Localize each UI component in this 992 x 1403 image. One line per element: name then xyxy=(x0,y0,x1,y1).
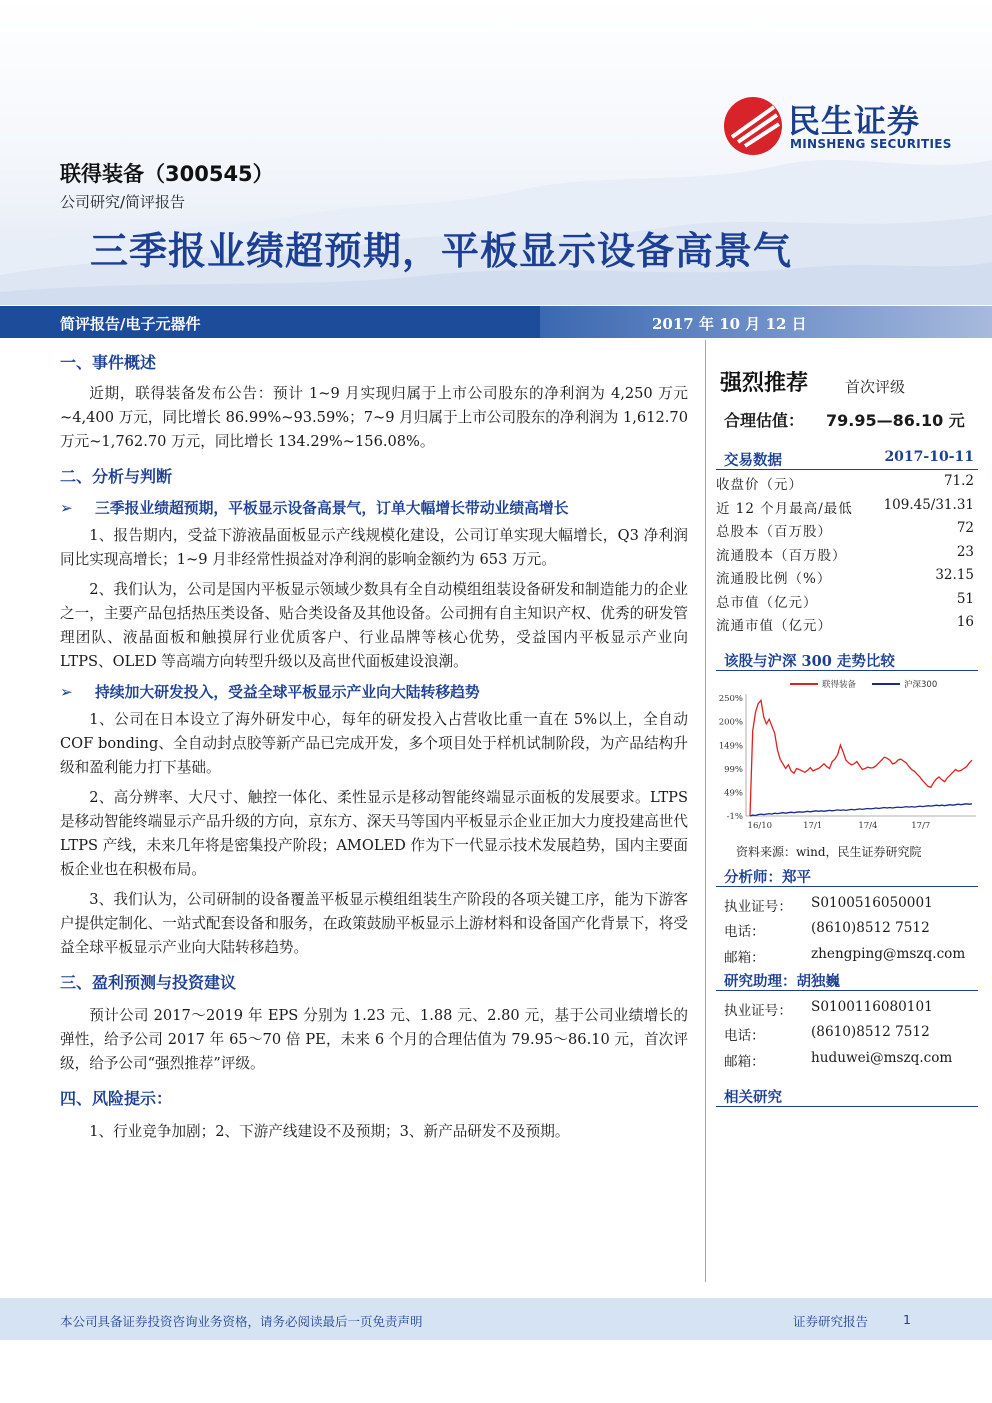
section-title-4: 四、风险提示： xyxy=(60,1089,173,1108)
table-row: 近 12 个月最高/最低 109.45/31.31 xyxy=(716,496,974,517)
table-row: 流通股比例（%） 32.15 xyxy=(716,567,974,587)
page-number: 1 xyxy=(903,1312,911,1327)
analyst-email-label: 邮箱： xyxy=(724,950,765,966)
rating: 强烈推荐 xyxy=(720,371,809,396)
subheading-2: ➢ 持续加大研发投入，受益全球平板显示产业向大陆转移趋势 xyxy=(60,680,688,706)
assistant-license-label: 执业证号： xyxy=(724,1003,792,1019)
y-tick-label: 250% xyxy=(718,694,743,704)
chart-title: 该股与沪深 300 走势比较 xyxy=(724,653,895,670)
section2-paragraph-1: 1、报告期内，受益下游液晶面板显示产线规模化建设，公司订单实现大幅增长，Q3 净利润同比实现高增长；1~9 月非经常性损益对净利润的影响金额约为 653 万元。 xyxy=(60,527,688,568)
table-row: 流通市值（亿元） 16 xyxy=(716,614,974,634)
assistant-title: 研究助理：胡独巍 xyxy=(724,973,840,990)
y-tick-label: 49% xyxy=(724,788,743,799)
logo-text-en: MINSHENG SECURITIES xyxy=(790,137,952,151)
section2-paragraph-2: 2、我们认为，公司是国内平板显示领域少数具有全自动模组组装设备研发和制造能力的企业之一，主要产品包括热压类设备、贴合类设备及其他设备。公司拥有自主知识产权、优秀的研发管理团队、液晶面板和触摸屏行业优质客户、行业品牌等核心优势，受益国内平板显示产业向 LTPS、OLED 等高端方向转型升级以及高世代面板建设浪潮。 xyxy=(60,581,688,670)
section4-paragraph: 1、行业竞争加剧；2、下游产线建设不及预期；3、新产品研发不及预期。 xyxy=(89,1123,570,1140)
footer-report-type: 证券研究报告 xyxy=(793,1314,869,1329)
section2-paragraph-4: 2、高分辨率、大尺寸、触控一体化、柔性显示是移动智能终端显示面板的发展要求。LTPS 是移动智能终端显示产品升级的方向，京东方、深天马等国内平板显示企业正加大力度投建高世代 LTPS 产线，未来几年将是密集投产阶段；AMOLED 作为下一代显示技术发展趋势，国内主要面板企业也在积极布局。 xyxy=(60,789,688,878)
y-tick-label: -1% xyxy=(726,812,743,822)
section-title-2: 二、分析与判断 xyxy=(60,467,173,486)
assistant-header xyxy=(716,968,978,991)
section1-paragraph: 近期，联得装备发布公告：预计 1~9 月实现归属于上市公司股东的净利润为 4,250 万元~4,400 万元，同比增长 86.99%~93.59%；7~9 月归属于上市公司股东的净利润为 1,612.70 万元~1,762.70 万元，同比增长 134.29%~156.08%。 xyxy=(60,385,688,450)
series-line-2 xyxy=(750,804,972,816)
bullet-arrow-icon: ➢ xyxy=(60,500,73,517)
band-date: 2017 年 10 月 12 日 xyxy=(652,315,807,333)
y-tick-label: 99% xyxy=(724,764,743,775)
bullet-arrow-icon: ➢ xyxy=(60,684,73,701)
x-tick-label: 16/10 xyxy=(747,821,773,831)
y-tick-label: 149% xyxy=(718,741,743,752)
table-row: 收盘价（元） 71.2 xyxy=(716,473,974,493)
trade-data-header xyxy=(716,447,978,470)
related-research-title: 相关研究 xyxy=(724,1089,782,1106)
footer-disclaimer[interactable]: 本公司具备证券投资咨询业务资格，请务必阅读最后一页免责声明 xyxy=(60,1314,423,1329)
assistant-email[interactable]: huduwei@mszq.com xyxy=(811,1050,953,1066)
x-tick-label: 17/7 xyxy=(911,821,931,831)
legend-label-2: 沪深300 xyxy=(904,680,938,690)
analyst-email[interactable]: zhengping@mszq.com xyxy=(811,946,966,962)
analyst-title: 分析师：郑平 xyxy=(724,869,811,886)
section2-paragraph-5: 3、我们认为，公司研制的设备覆盖平板显示模组组装生产阶段的各项关键工序，能为下游客户提供定制化、一站式配套设备和服务，在政策鼓励平板显示上游材料和设备国产化背景下，将受益全球平板显示产业向大陆转移趋势。 xyxy=(60,891,688,956)
section3-paragraph: 预计公司 2017～2019 年 EPS 分别为 1.23 元、1.88 元、2.80 元，基于公司业绩增长的弹性，给予公司 2017 年 65～70 倍 PE，未来 6 个月的合理估值为 79.95～86.10 元，首次评级，给予公司“强烈推荐”评级。 xyxy=(60,1007,688,1072)
assistant-license: S0100116080101 xyxy=(811,999,933,1015)
table-row: 流通股本（百万股） 23 xyxy=(716,543,974,564)
section-title-3: 三、盈利预测与投资建议 xyxy=(60,973,237,992)
company-title: 联得装备（300545） xyxy=(60,162,274,186)
chart-source: 资料来源：wind，民生证券研究院 xyxy=(736,845,922,859)
section2-paragraph-3: 1、公司在日本设立了海外研发中心，每年的研发投入占营收比重一直在 5%以上，全自动 COF bonding、全自动封点胶等新产品已完成开发，多个项目处于样机试制阶段，为产品结构升级和盈利能力打下基础。 xyxy=(60,711,688,776)
x-tick-label: 17/4 xyxy=(858,821,878,831)
assistant-phone: (8610)8512 7512 xyxy=(811,1024,930,1040)
legend-label-1: 联得装备 xyxy=(822,680,857,690)
rating-note: 首次评级 xyxy=(845,378,906,396)
section-title-1: 一、事件概述 xyxy=(60,353,157,372)
subheading-1: ➢ 三季报业绩超预期，平板显示设备高景气，订单大幅增长带动业绩高增长 xyxy=(60,496,688,522)
column-divider xyxy=(705,340,706,1282)
trade-data-title: 交易数据 xyxy=(724,452,782,469)
analyst-license: S0100516050001 xyxy=(811,895,933,911)
report-headline: 三季报业绩超预期，平板显示设备高景气 xyxy=(90,229,793,273)
assistant-email-label: 邮箱： xyxy=(724,1054,765,1070)
table-row: 总市值（亿元） 51 xyxy=(716,590,974,611)
trade-data-date: 2017-10-11 xyxy=(884,449,974,465)
stock-comparison-chart xyxy=(712,674,980,844)
band-category: 简评报告/电子元器件 xyxy=(60,315,201,333)
assistant-phone-label: 电话： xyxy=(724,1028,765,1044)
analyst-header xyxy=(716,864,978,887)
chart-header xyxy=(716,648,978,671)
logo-text-cn: 民生证券 xyxy=(788,102,921,140)
valuation-value: 79.95—86.10 元 xyxy=(826,411,965,430)
valuation-label: 合理估值： xyxy=(724,411,805,430)
report-type: 公司研究/简评报告 xyxy=(60,193,186,211)
main-content xyxy=(60,350,688,1144)
table-row: 总股本（百万股） 72 xyxy=(716,520,974,540)
y-tick-label: 200% xyxy=(718,717,743,728)
analyst-phone-label: 电话： xyxy=(724,924,765,940)
analyst-phone: (8610)8512 7512 xyxy=(811,920,930,936)
trade-data-table xyxy=(716,471,978,636)
series-line-1 xyxy=(750,700,972,816)
x-tick-label: 17/1 xyxy=(803,821,823,831)
related-research-header xyxy=(716,1084,978,1107)
analyst-license-label: 执业证号： xyxy=(724,899,792,915)
